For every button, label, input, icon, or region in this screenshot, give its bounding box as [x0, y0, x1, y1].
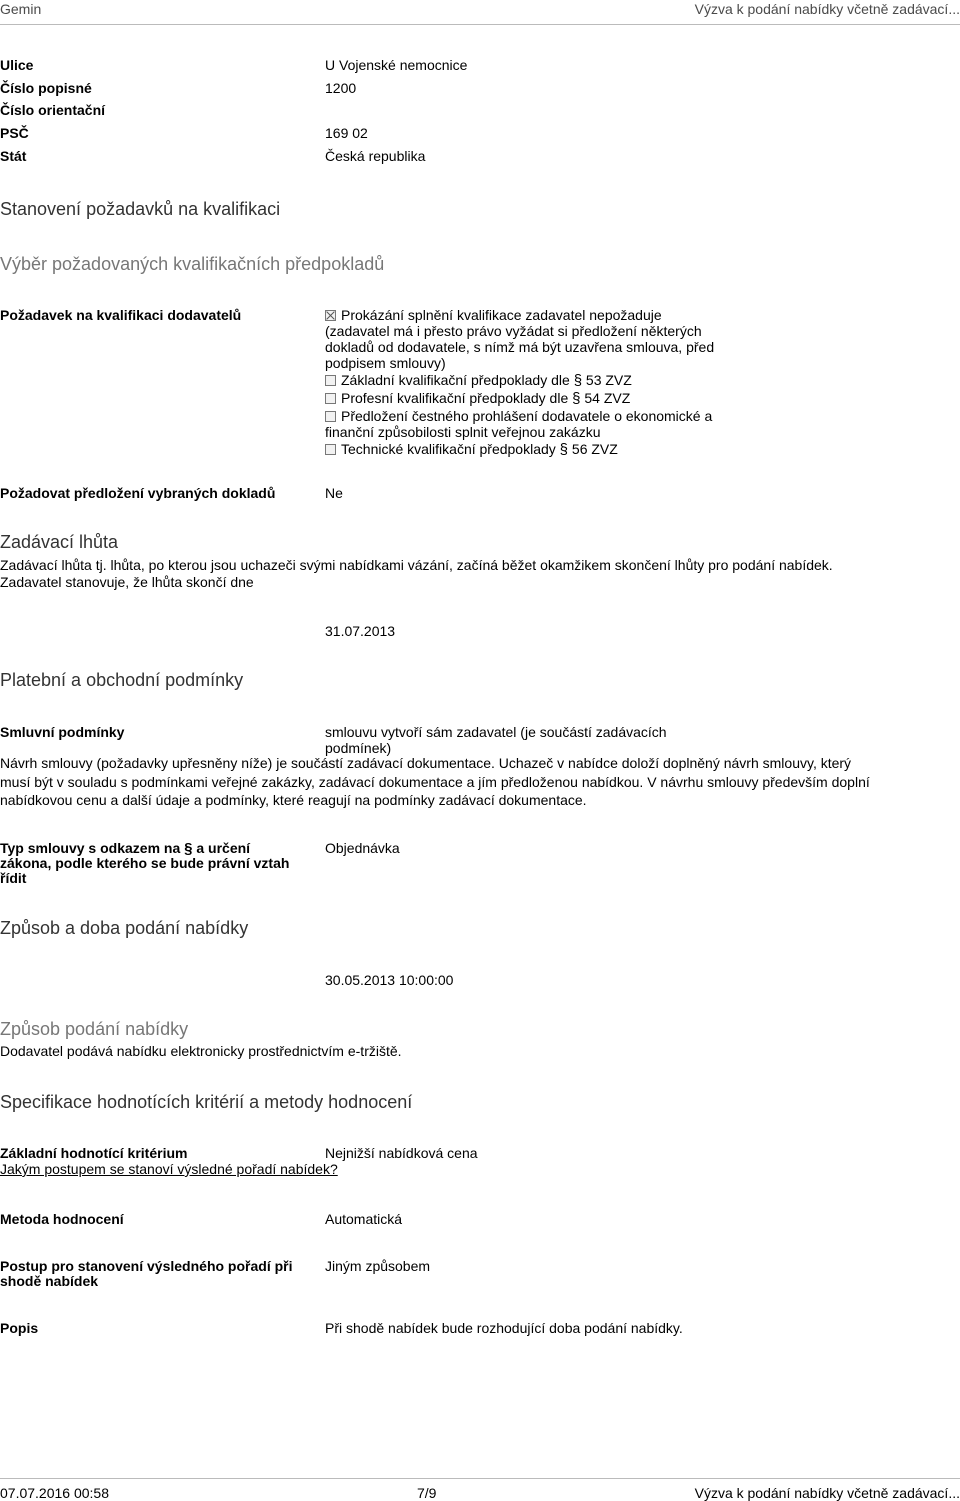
submission-method-title: Způsob podání nabídky	[0, 1019, 189, 1039]
checkbox-icon	[325, 411, 336, 422]
method-value: Automatická	[325, 1211, 403, 1227]
option-no-qualification: Prokázání splnění kvalifikace zadavatel nepožaduje (zadavatel má i přesto právo vyžádat si předložení některých dokladů od dodavatele, s nímž má být uzavřena smlouva, před podpisem smlouvy)	[325, 307, 715, 371]
qualification-options	[325, 307, 714, 458]
checkbox-icon	[325, 444, 336, 455]
house-number-value: 1200	[325, 80, 357, 96]
ranking-question: Jakým postupem se stanoví výsledné pořadí nabídek?	[0, 1161, 338, 1177]
zip-label: PSČ	[0, 125, 29, 141]
contract-paragraph-3: nabídkovou cenu a další údaje a podmínky, které reagují na podmínky zadávací dokumentace.	[0, 792, 587, 808]
qualification-subtitle: Výběr požadovaných kvalifikačních předpokladů	[0, 254, 385, 274]
contract-terms-value-2: podmínek)	[325, 740, 392, 756]
zip-value: 169 02	[325, 125, 368, 141]
option-economic-declaration: Předložení čestného prohlášení dodavatele o ekonomické a finanční způsobilosti splnit veřejnou zakázku	[325, 408, 713, 440]
method-label: Metoda hodnocení	[0, 1211, 124, 1227]
street-value: U Vojenské nemocnice	[325, 57, 468, 73]
submission-method-text: Dodavatel podává nabídku elektronicky prostřednictvím e-tržiště.	[0, 1043, 402, 1059]
option-technical-qualification: Technické kvalifikační předpoklady § 56 ZVZ	[325, 441, 714, 458]
tie-procedure-value: Jiným způsobem	[325, 1258, 431, 1274]
deadline-title: Zadávací lhůta	[0, 532, 119, 552]
footer-title: Výzva k podání nabídky včetně zadávací...	[694, 1485, 960, 1501]
page-number: 7/9	[417, 1485, 437, 1501]
deadline-date: 31.07.2013	[325, 623, 396, 639]
footer-divider	[0, 1478, 960, 1479]
contract-type-label-1: Typ smlouvy s odkazem na § a určení	[0, 840, 251, 857]
payment-title: Platební a obchodní podmínky	[0, 670, 244, 690]
street-label: Ulice	[0, 57, 34, 73]
submission-datetime: 30.05.2013 10:00:00	[325, 972, 454, 988]
contract-terms-value-1: smlouvu vytvoří sám zadavatel (je součástí zadávacích	[325, 724, 667, 740]
description-value: Při shodě nabídek bude rozhodující doba podání nabídky.	[325, 1320, 683, 1336]
option-basic-qualification: Základní kvalifikační předpoklady dle § 53 ZVZ	[325, 372, 714, 389]
tie-procedure-label-2: shodě nabídek	[0, 1273, 99, 1289]
documents-label: Požadovat předložení vybraných dokladů	[0, 485, 276, 501]
evaluation-title: Specifikace hodnotících kritérií a metody hodnocení	[0, 1092, 413, 1112]
criterion-value: Nejnižší nabídková cena	[325, 1145, 478, 1161]
checkbox-icon	[325, 393, 336, 404]
description-label: Popis	[0, 1320, 39, 1336]
header-right: Výzva k podání nabídky včetně zadávací...	[694, 1, 960, 17]
option-professional-qualification: Profesní kvalifikační předpoklady dle § 54 ZVZ	[325, 390, 714, 407]
footer-date: 07.07.2016 00:58	[0, 1485, 109, 1501]
orientation-number-label: Číslo orientační	[0, 102, 106, 118]
contract-paragraph-1: Návrh smlouvy (požadavky upřesněny níže) je součástí zadávací dokumentace. Uchazeč v nabídce doloží doplněný návrh smlouvy, který	[0, 755, 852, 771]
contract-type-label-3: řídit	[0, 870, 27, 886]
section-sign-icon: §	[572, 390, 581, 407]
country-value: Česká republika	[325, 148, 426, 164]
deadline-text-1: Zadávací lhůta tj. lhůta, po kterou jsou uchazeči svými nabídkami vázání, začíná běžet okamžikem skončení lhůty pro podání nabídek.	[0, 557, 833, 573]
section-sign-icon: §	[184, 840, 193, 857]
checkbox-icon	[325, 375, 336, 386]
criterion-label: Základní hodnotící kritérium	[0, 1145, 188, 1161]
header-left: Gemin	[0, 1, 42, 17]
qualification-requirement-label: Požadavek na kvalifikaci dodavatelů	[0, 307, 242, 323]
contract-type-value: Objednávka	[325, 840, 400, 856]
contract-type-label-2: zákona, podle kterého se bude právní vztah	[0, 855, 290, 871]
header-divider	[0, 24, 960, 25]
contract-terms-label: Smluvní podmínky	[0, 724, 125, 740]
section-sign-icon: §	[559, 441, 569, 458]
documents-value: Ne	[325, 485, 343, 501]
deadline-text-2: Zadavatel stanovuje, že lhůta skončí dne	[0, 574, 254, 590]
house-number-label: Číslo popisné	[0, 80, 92, 96]
submission-title: Způsob a doba podání nabídky	[0, 918, 249, 938]
qualification-title: Stanovení požadavků na kvalifikaci	[0, 199, 281, 219]
tie-procedure-label-1: Postup pro stanovení výsledného pořadí při	[0, 1258, 293, 1274]
country-label: Stát	[0, 148, 27, 164]
checked-checkbox-icon	[325, 310, 336, 321]
section-sign-icon: §	[573, 372, 583, 389]
contract-paragraph-2: musí být v souladu s podmínkami veřejné zakázky, zadávací dokumentace a jím předloženou nabídkou. V návrhu smlouvy především doplní	[0, 774, 870, 790]
